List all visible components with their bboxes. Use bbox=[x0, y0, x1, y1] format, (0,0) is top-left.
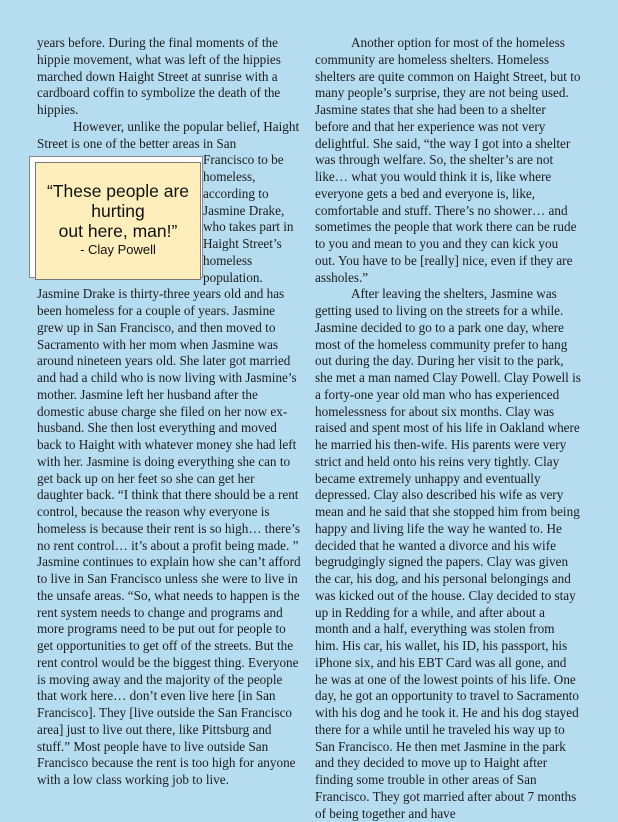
paragraph-hippie-movement: years before. During the final moments of the hippie movement, what was left of the hippies marched down Haight Street at sunrise with a cardboard coffin to symbolize the death of the hippies. bbox=[37, 35, 281, 117]
paragraph-clay-powell: After leaving the shelters, Jasmine was getting used to living on the streets for a while. Jasmine decided to go to a park one day, where most of the homeless community prefer to hang out during the day. During her visit to the park, she met a man named Clay Powell. Clay Powell is a forty-one year old man who has experienced homelessness for about six months. Clay was raised and spent most of his life in Oakland where he married his then-wife. His parents were very strict and held onto his reins very tightly. Clay became extremely unhappy and eventually depressed. Clay also described his wife as very mean and he said that she stopped him from being happy and living life the way he wanted to. He decided that he wanted a divorce and his wife begrudgingly signed the papers. Clay was given the car, his dog, and his personal belongings and was kicked out of the house. Clay decided to stay up in Redding for a while, and after about a month and a half, everything was stolen from him. His car, his wallet, his ID, his passport, his iPhone six, and his EBT Card was all gone, and he was at one of the lowest points of his life. One day, he got an opportunity to travel to Sacramento with his dog and he took it. He and his dog stayed there for a while until he traveled his way up to San Francisco. He then met Jasmine in the park and they decided to move up to Haight after finding some trouble in other areas of San Francisco. They got married after about 7 months of being together and have bbox=[315, 286, 581, 821]
paragraph-haight-intro: However, unlike the popular belief, Haight Street is one of the better areas in San bbox=[37, 118, 300, 151]
paragraph-jasmine-drake: Francisco to be homeless, according to Jasmine Drake, who takes part in Haight Street’s homeless population. Jasmine Drake is thirty-three years old and has been homeless for a couple of years. Jasmine grew up in San Francisco, and then moved to Sacramento with her mom when Jasmine was around nineteen years old. She later got married and had a child who is now living with Jasmine’s mother. Jasmine left her husband after the domestic abuse charge she filed on her now ex-husband. She then lost everything and moved back to Haight with whatever money she had left with her. Jasmine is doing everything she can to get back up on her feet so she can get her daughter back. “I think that there should be a rent control, because the reason why everyone is homeless is because their rent is so high… there’s no rent control… it’s about a profit being made. ” Jasmine continues to explain how she can’t afford to live in San Francisco unless she were to live in the unsafe areas. “So, what needs to happen is the rent system needs to change and programs and more programs need to be put out for people to get opportunities to get off of the streets. But the rent control would be the biggest thing. Everyone is moving away and the majority of the people that work here… don’t even live here [in San Francisco]. They [live outside the San Francisco area] just to live out there, like Pittsburg and stuff.” Most people have to live outside San Francisco because the rent is too high for anyone with a low class working job to live. bbox=[37, 152, 301, 787]
pullquote-attribution: - Clay Powell bbox=[80, 242, 156, 258]
pullquote-line-2: hurting bbox=[91, 201, 145, 222]
left-column bbox=[37, 35, 303, 789]
right-column bbox=[315, 35, 581, 822]
pullquote bbox=[35, 162, 201, 280]
paragraph-homeless-shelters: Another option for most of the homeless community are homeless shelters. Homeless shelters are quite common on Haight Street, but to many people’s surprise, they are not being used. Jasmine states that she had been to a shelter before and that her experience was not very delightful. She said, “the way I got into a shelter was through welfare. So, the shelter’s are not like… what you would think it is, like where everyone gets a bed and everyone is, like, comfortable and stuff. There’s no shower… and sometimes the people that work there can be rude to you and mean to you and they can kick you out. You have to be [really] nice, even if they are assholes.” bbox=[315, 35, 581, 285]
pullquote-line-1: “These people are bbox=[46, 181, 190, 202]
pullquote-box bbox=[29, 156, 197, 282]
pullquote-line-3: out here, man!” bbox=[58, 221, 178, 242]
